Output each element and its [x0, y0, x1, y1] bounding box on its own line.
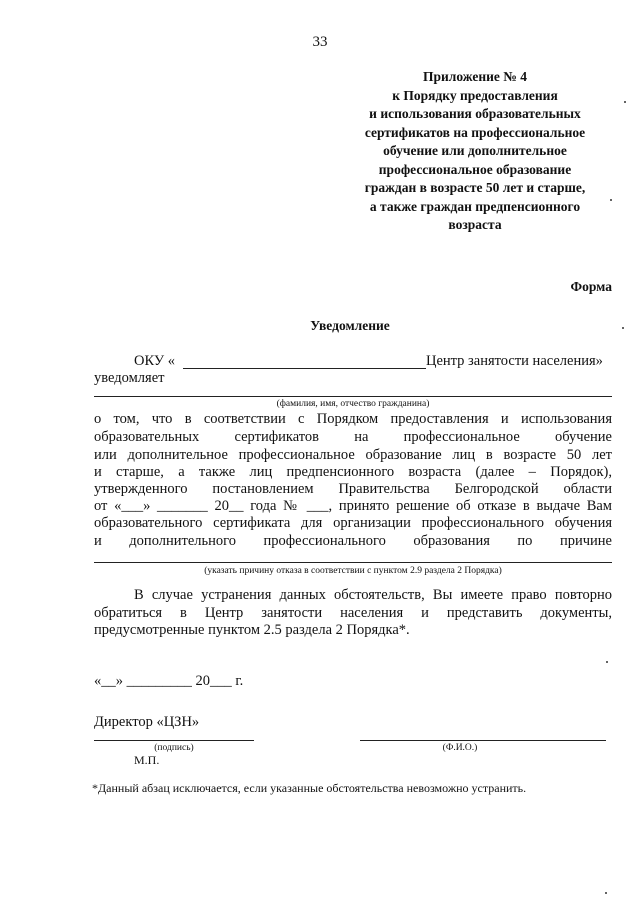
scan-speck [606, 661, 608, 663]
stamp-label: М.П. [134, 753, 160, 767]
remedy-line: обратиться в Центр занятости населения и представить документы, [94, 605, 612, 621]
body-line: образовательных сертификатов на профессиональное обучение [94, 429, 612, 445]
notify-word: уведомляет [94, 370, 165, 386]
appendix-header [340, 68, 610, 235]
signature-caption: (подпись) [154, 743, 194, 753]
director-label: Директор «ЦЗН» [94, 714, 200, 730]
body-line: и дополнительного профессионального образования по причине [94, 533, 612, 549]
page-number: 33 [312, 34, 328, 50]
document-title: Уведомление [310, 318, 390, 333]
body-line: о том, что в соответствии с Порядком предоставления и использования [94, 411, 612, 427]
body-line: утвержденного постановлением Правительства Белгородской области [94, 481, 612, 497]
appendix-line: профессиональное образование [378, 161, 572, 177]
form-label: Форма [570, 279, 612, 294]
scan-speck [610, 199, 612, 201]
fio-caption: (фамилия, имя, отчество гражданина) [276, 399, 430, 409]
appendix-line: граждан в возрасте 50 лет и старше, [364, 180, 586, 195]
organization-blank-line [183, 368, 426, 369]
citizen-name-blank-line [94, 396, 612, 397]
name-caption: (Ф.И.О.) [442, 743, 478, 753]
reason-blank-line [94, 562, 612, 563]
oku-suffix: Центр занятости населения» [426, 353, 603, 369]
appendix-line: и использования образовательных [369, 106, 581, 121]
appendix-line: обучение или дополнительное [383, 143, 567, 158]
oku-prefix: ОКУ « [134, 353, 175, 369]
footnote: *Данный абзац исключается, если указанные обстоятельства невозможно устранить. [92, 781, 527, 795]
scan-speck [605, 892, 607, 894]
full-name-blank-line [360, 740, 606, 741]
appendix-line: Приложение № 4 [423, 69, 527, 84]
body-line: образовательного сертификата для организации профессионального обучения [94, 515, 612, 531]
scan-speck [624, 101, 626, 103]
body-line: от «___» _______ 20__ года № ___, принято решение об отказе в выдаче Вам [94, 498, 612, 514]
reason-caption: (указать причину отказа в соответствии с пунктом 2.9 раздела 2 Порядка) [204, 566, 502, 576]
signature-blank-line [94, 740, 254, 741]
appendix-line: а также граждан предпенсионного [369, 198, 581, 214]
appendix-line: к Порядку предоставления [392, 87, 558, 103]
appendix-line: сертификатов на профессиональное [364, 124, 586, 140]
date-line: «__» _________ 20___ г. [94, 673, 244, 689]
scan-speck [622, 327, 624, 329]
remedy-line: В случае устранения данных обстоятельств, Вы имеете право повторно [134, 587, 612, 603]
remedy-line: предусмотренные пунктом 2.5 раздела 2 Порядка*. [94, 622, 410, 638]
body-line: или дополнительное профессиональное образование лиц в возрасте 50 лет [94, 447, 612, 463]
body-line: и старше, а также лиц предпенсионного возраста (далее – Порядок), [94, 464, 612, 480]
appendix-line: возраста [448, 217, 502, 232]
